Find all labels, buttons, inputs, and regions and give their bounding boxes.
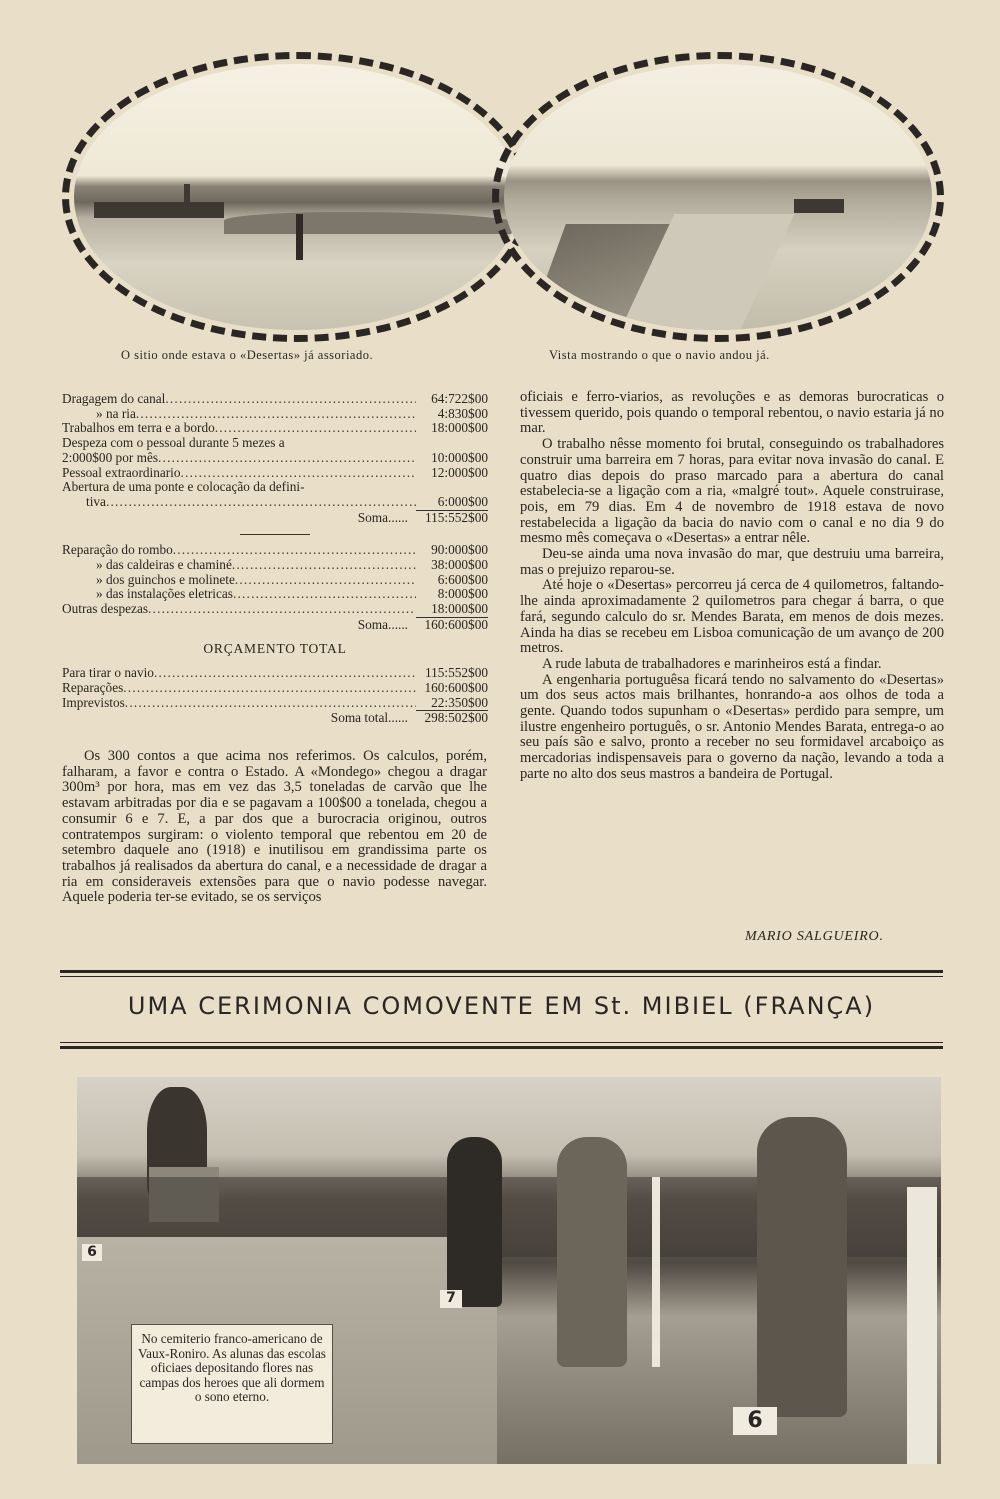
figure-girl — [757, 1117, 847, 1417]
cost-row: » das caldeiras e chaminé ..... 38:000$00 — [62, 558, 488, 573]
section-title: UMA CERIMONIA COMOVENTE EM St. MIBIEL (FRANÇA) — [127, 992, 876, 1020]
caption-right-photo: Vista mostrando o que o navio andou já. — [549, 348, 770, 362]
photo-image — [74, 64, 520, 330]
subtotal-row: Soma...... 160:600$00 — [357, 616, 488, 632]
paragraph: oficiais e ferro-viarios, as revoluções e as demoras burocraticas o tivessem querido, pois quando o temporal rebentou, o navio estaria já no mar. — [520, 389, 944, 437]
cost-row: Abertura de uma ponte e colocação da defini- — [62, 479, 305, 495]
photo-silted-site — [62, 52, 532, 342]
photo-image — [504, 64, 932, 330]
cost-row: Trabalhos em terra e a bordo ..... 18:000$00 — [62, 421, 488, 436]
paragraph: Deu-se ainda uma nova invasão do mar, que destruiu uma barreira, mas o prejuizo reparou-se. — [520, 546, 944, 578]
cost-row: » na ria ..... 4:830$00 — [62, 407, 488, 422]
section-rule-top-thin — [60, 976, 943, 977]
cost-row: Reparação do rombo ..... 90:000$00 — [62, 543, 488, 558]
grave-number-sign: 6 — [733, 1407, 777, 1435]
article-left-column — [62, 749, 487, 906]
cost-row: Para tirar o navio ..... 115:552$00 — [62, 666, 488, 681]
cost-row: 2:000$00 por mês ..... 10:000$00 — [62, 451, 488, 466]
section-rule-top — [60, 970, 943, 973]
subtotal-row: Soma...... 115:552$00 — [357, 509, 488, 525]
paragraph: Os 300 contos a que acima nos referimos. Os calculos, porém, falharam, a favor e contra o Estado. A «Mondego» chegou a dragar 300m³ por hora, mas em vez das 3,5 toneladas de carvão que lhe estavam arbitradas por dia e se pagavam a 100$00 a tonelada, chegou a consumir 6 e 7. E, a par dos que a burocracia originou, outros contratempos surgiram: o violento temporal que rebentou em 20 de setembro daquele ano (1918) e inutilisou em grandissima parte os trabalhos já realisados da abertura do canal, e a necessidade de dragar a ria em consideraveis extensões para que o navio podesse navegar. Aquele poderia ter-se evitado, se os serviços — [62, 748, 487, 906]
paragraph: Até hoje o «Desertas» percorreu já cerca de 4 quilometros, faltando-lhe ainda aproximadamente 2 quilometros para chegar á barra, o que fará, segundo calculo do sr. Mendes Barata, em menos de dois mezes. Ainda ha dias se recebeu em Lisboa comunicação de um avanço de 200 metros. — [520, 577, 944, 657]
figure-girl — [557, 1137, 627, 1367]
author-signature: MARIO SALGUEIRO. — [745, 929, 884, 944]
grave-number-sign: 7 — [440, 1290, 462, 1308]
paragraph: A rude labuta de trabalhadores e marinheiros está a findar. — [542, 655, 882, 672]
cost-row: Reparações ..... 160:600$00 — [62, 681, 488, 696]
section-rule-bottom-thin — [60, 1042, 943, 1043]
cost-row: Imprevistos ..... 22:350$00 — [62, 696, 488, 711]
divider — [240, 534, 310, 535]
paragraph: A engenharia portuguêsa ficará tendo no salvamento do «Desertas» um dos seus actos mais brilhantes, honrando-a aos olhos de toda a gente. Quando todos supunham o «Desertas» perdido para sempre, um ilustre engenheiro português, o sr. Antonio Mendes Barata, entrega-o ao seu país são e salvo, pronto a receber no seu formidavel arcaboiço as mercadorias indispensaveis para o governo da nação, levando a toda a parte no alto dos seus mastros a bandeira de Portugal. — [520, 671, 944, 782]
caption-left-photo: O sitio onde estava o «Desertas» já assoriado. — [121, 348, 374, 362]
cost-row: Outras despezas ..... 18:000$00 — [62, 602, 488, 617]
cemetery-photo-caption: No cemiterio franco-americano de Vaux-Roniro. As alunas das escolas oficiaes depositando flores nas campas dos heroes que ali dormem o sono eterno. — [131, 1324, 333, 1444]
budget-total-heading: ORÇAMENTO TOTAL — [203, 640, 347, 656]
photo-ship-progress — [492, 52, 944, 342]
cost-table — [62, 392, 488, 726]
section-rule-bottom — [60, 1046, 943, 1049]
cost-row: Despeza com o pessoal durante 5 mezes a — [62, 435, 285, 451]
grave-cross — [907, 1187, 937, 1464]
total-row: Soma total...... 298:502$00 — [330, 710, 488, 726]
cost-row: Dragagem do canal ..... 64:722$00 — [62, 392, 488, 407]
figure-girl — [447, 1137, 502, 1307]
cost-row: » dos guinchos e molinete ..... 6:600$00 — [62, 573, 488, 588]
paragraph: O trabalho nêsse momento foi brutal, conseguindo os trabalhadores construir uma barreira em 7 horas, para evitar nova invasão do canal. E quatro dias depois do praso marcado para a abertura do canal estabelecia-se a ligação com a ria, «malgré tout». Aquele construirase, pois, em 79 dias. Em 4 de novembro de 1918 estava de novo restabelecida a ligação da bacia do navio com o canal e no dia 9 do mesmo mês começava o «Desertas» a entrar nêle. — [520, 436, 944, 547]
grave-cross — [652, 1177, 660, 1367]
cost-row: tiva ..... 6:000$00 — [62, 495, 488, 510]
grave-number-sign: 6 — [82, 1244, 102, 1261]
cost-row: » das instalações eletricas ..... 8:000$00 — [62, 587, 488, 602]
article-right-column — [520, 390, 944, 783]
cost-row: Pessoal extraordinario ..... 12:000$00 — [62, 466, 488, 481]
